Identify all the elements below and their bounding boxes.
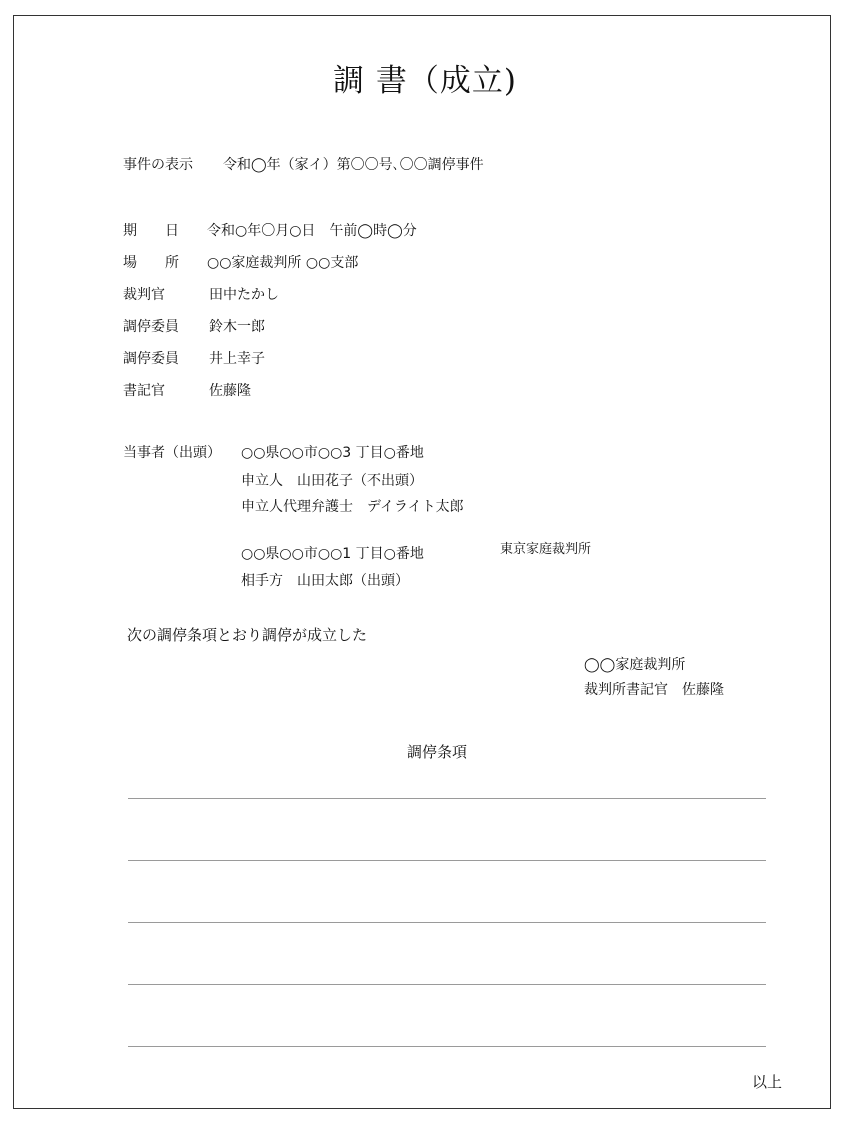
court-name: ◯◯家庭裁判所 [584, 657, 686, 673]
party1-name: 申立人 山田花子（不出頭） [241, 473, 423, 489]
place-label: 場 所 [123, 255, 179, 271]
terms-line [128, 860, 766, 861]
mediator2-value: 井上幸子 [209, 351, 265, 367]
terms-line [128, 922, 766, 923]
mediator2-label: 調停委員 [123, 351, 179, 367]
party1-address: ○○県○○市○○3 丁目○番地 [241, 445, 424, 461]
case-value: 令和◯年（家イ）第〇〇号､〇〇調停事件 [223, 157, 484, 173]
parties-label: 当事者（出頭） [123, 445, 221, 461]
terms-line [128, 1046, 766, 1047]
closing-text: 以上 [752, 1073, 783, 1091]
court-clerk: 裁判所書記官 佐藤隆 [584, 682, 724, 698]
judge-value: 田中たかし [209, 287, 279, 303]
party2-name: 相手方 山田太郎（出頭） [241, 573, 409, 589]
document-title: 調 書（成立) [333, 63, 517, 99]
party2-address: ○○県○○市○○1 丁目○番地 [241, 546, 424, 562]
terms-heading: 調停条項 [407, 743, 468, 761]
clerk-label: 書記官 [123, 383, 165, 399]
terms-line [128, 984, 766, 985]
case-label: 事件の表示 [123, 157, 193, 173]
document-page [13, 15, 831, 1109]
clerk-value: 佐藤隆 [209, 383, 251, 399]
court-stamp: 東京家庭裁判所 [500, 542, 592, 557]
conclusion-text: 次の調停条項とおり調停が成立した [127, 626, 368, 644]
date-label: 期 日 [123, 223, 179, 239]
terms-line [128, 798, 766, 799]
mediator1-value: 鈴木一郎 [209, 319, 265, 335]
judge-label: 裁判官 [123, 287, 165, 303]
place-value: ○○家庭裁判所 ○○支部 [207, 255, 359, 271]
date-value: 令和○年〇月○日 午前◯時◯分 [207, 223, 417, 239]
mediator1-label: 調停委員 [123, 319, 179, 335]
party1-agent: 申立人代理弁護士 デイライト太郎 [241, 499, 464, 515]
